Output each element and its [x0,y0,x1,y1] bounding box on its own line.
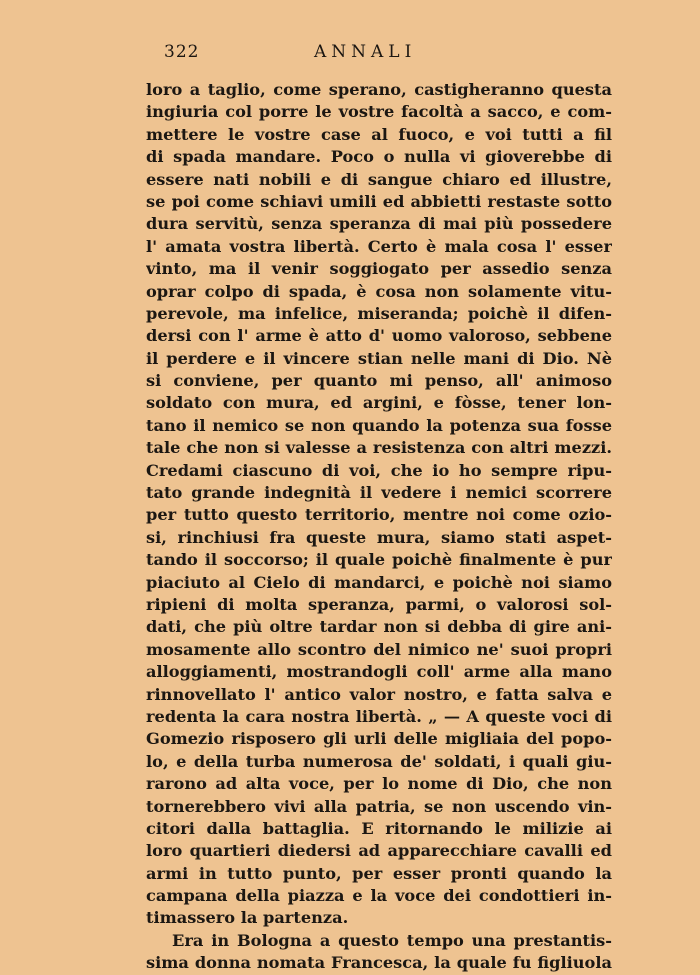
text-line: se poi come schiavi umili ed abbietti restaste sotto [146,191,612,211]
paragraph-start-line: Era in Bologna a questo tempo una prestantis- [172,930,612,950]
text-line: l' amata vostra libertà. Certo è mala cosa l' esser [146,236,612,256]
page-header [144,42,606,66]
text-line: loro quartieri diedersi ad apparecchiare cavalli ed [146,841,612,861]
paragraph-end-line: timassero la partenza. [146,908,349,928]
text-line: Credami ciascuno di voi, che io ho sempre ripu- [146,460,612,480]
page-number: 322 [164,42,200,62]
text-line: rinnovellato l' antico valor nostro, e fatta salva e [146,684,612,704]
text-line: per tutto questo territorio, mentre noi come ozio- [146,505,612,525]
text-line: campana della piazza e la voce dei condottieri in- [146,886,612,906]
text-line: sima donna nomata Francesca, la quale fu figliuola [146,953,612,973]
text-line: alloggiamenti, mostrandogli coll' arme alla mano [146,662,612,682]
text-line: mettere le vostre case al fuoco, e voi tutti a fil [146,124,612,144]
text-line: rarono ad alta voce, per lo nome di Dio, che non [146,774,612,794]
text-line: lo, e della turba numerosa de' soldati, i quali giu- [146,751,612,771]
text-line: il perdere e il vincere stian nelle mani di Dio. Nè [146,348,612,368]
text-line: oprar colpo di spada, è cosa non solamente vitu- [146,281,612,301]
text-line: si, rinchiusi fra queste mura, siamo stati aspet- [146,527,612,547]
text-line: armi in tutto punto, per esser pronti quando la [146,863,612,883]
body-text [146,79,612,975]
text-line: loro a taglio, come sperano, castigheranno questa [146,80,612,99]
text-line: soldato con mura, ed argini, e fòsse, tener lon- [146,393,612,413]
text-line: essere nati nobili e di sangue chiaro ed illustre, [146,169,612,189]
text-line: tato grande indegnità il vedere i nemici scorrere [146,483,612,503]
text-line: di spada mandare. Poco o nulla vi gioverebbe di [146,147,612,167]
text-line: tale che non si valesse a resistenza con altri mezzi. [146,438,612,458]
text-line: ripieni di molta speranza, parmi, o valorosi sol- [146,594,612,614]
text-line: si conviene, per quanto mi penso, all' animoso [146,371,612,391]
text-line: Gomezio risposero gli urli delle migliaia del popo- [146,729,612,749]
running-title: ANNALI [314,42,417,62]
text-line: dura servitù, senza speranza di mai più possedere [146,214,612,234]
text-line: perevole, ma infelice, miseranda; poichè il difen- [146,303,612,323]
text-line: tano il nemico se non quando la potenza sua fosse [146,415,612,435]
text-line: redenta la cara nostra libertà. „ — A queste voci di [146,706,612,726]
text-line: dersi con l' arme è atto d' uomo valoroso, sebbene [146,326,612,346]
text-line: dati, che più oltre tardar non si debba di gire ani- [146,617,612,637]
text-line: ingiuria col porre le vostre facoltà a sacco, e com- [146,102,612,122]
text-line: mosamente allo scontro del nimico ne' suoi propri [146,639,612,659]
text-line: tando il soccorso; il quale poichè finalmente è pur [146,550,612,570]
text-line: vinto, ma il venir soggiogato per assedio senza [146,259,612,279]
text-line: piaciuto al Cielo di mandarci, e poichè noi siamo [146,572,612,592]
text-line: tornerebbero vivi alla patria, se non uscendo vin- [146,796,612,816]
text-line: citori dalla battaglia. E ritornando le milizie ai [146,818,612,838]
